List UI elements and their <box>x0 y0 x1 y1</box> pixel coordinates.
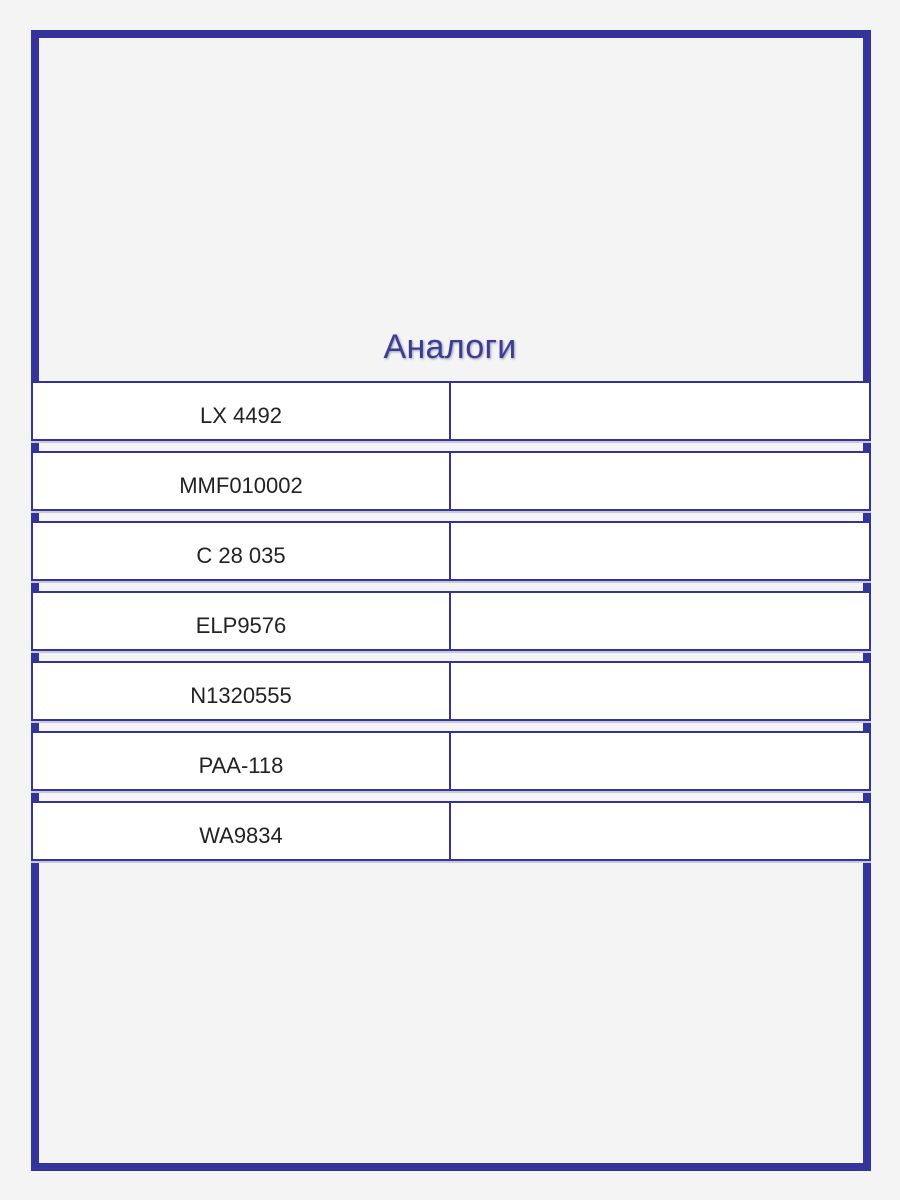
analog-code-cell: WA9834 <box>31 801 451 861</box>
analog-info-cell <box>451 731 871 791</box>
analog-info-cell <box>451 661 871 721</box>
table-row <box>31 731 871 791</box>
analog-info-cell <box>451 801 871 861</box>
analog-code-cell: ELP9576 <box>31 591 451 651</box>
table-row <box>31 381 871 441</box>
table-row <box>31 451 871 511</box>
analogs-table <box>31 381 871 871</box>
analog-code-cell: MMF010002 <box>31 451 451 511</box>
analog-info-cell <box>451 591 871 651</box>
table-row <box>31 661 871 721</box>
analog-info-cell <box>451 451 871 511</box>
analog-info-cell <box>451 381 871 441</box>
table-row <box>31 801 871 861</box>
page-title: Аналоги <box>383 328 517 366</box>
table-row <box>31 591 871 651</box>
analog-code-cell: C 28 035 <box>31 521 451 581</box>
table-row <box>31 521 871 581</box>
analog-code-cell: PAA-118 <box>31 731 451 791</box>
analog-code-cell: LX 4492 <box>31 381 451 441</box>
analog-info-cell <box>451 521 871 581</box>
analog-code-cell: N1320555 <box>31 661 451 721</box>
